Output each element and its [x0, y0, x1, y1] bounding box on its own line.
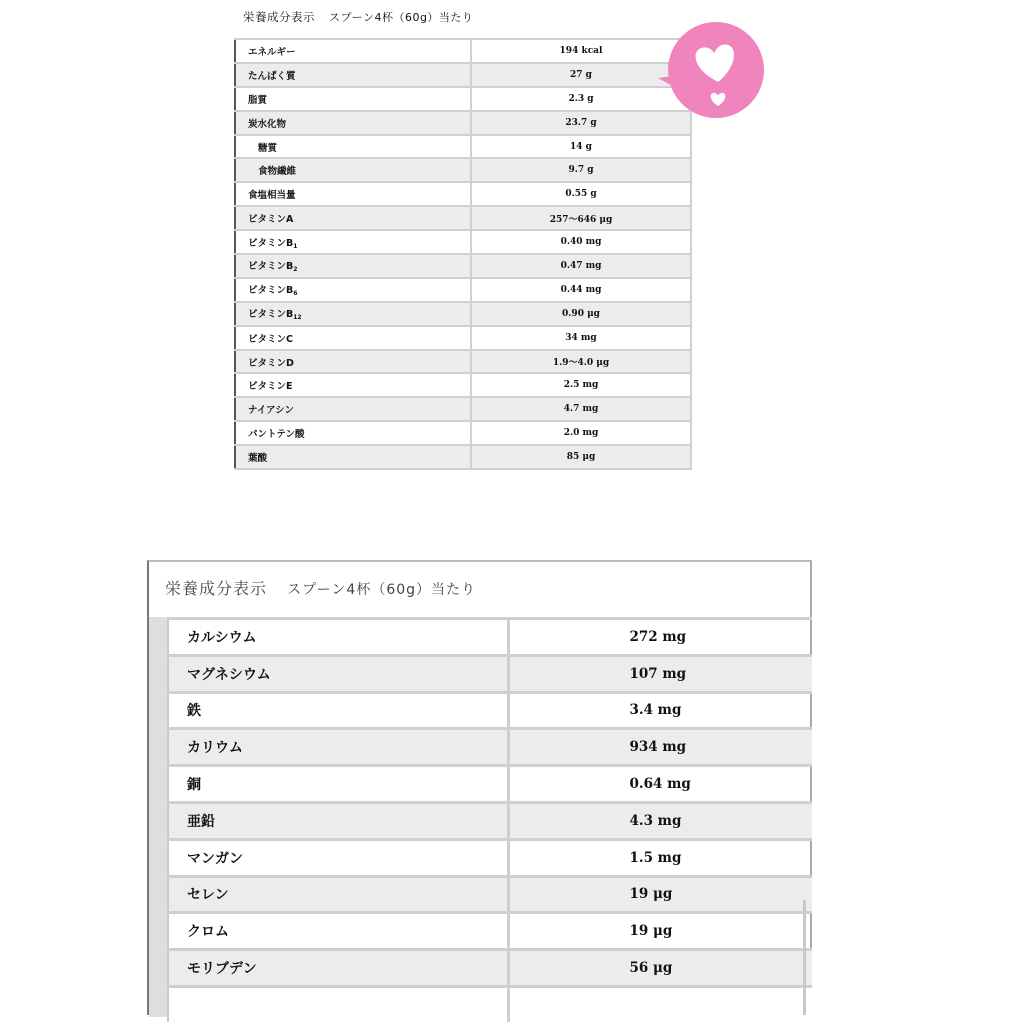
nutrient-value: 34 mg	[471, 326, 691, 350]
nutrient-value: 0.90 μg	[471, 302, 691, 326]
table-row	[168, 950, 812, 987]
nutrient-value: 194 kcal	[471, 39, 691, 63]
nutrient-label	[235, 206, 471, 230]
nutrient-value: 2.0 mg	[471, 421, 691, 445]
nutrient-name: 炭水化物	[248, 118, 287, 130]
nutrient-value: 2.3 g	[471, 87, 691, 111]
table-row	[168, 729, 812, 766]
nutrient-value: 0.55 g	[471, 182, 691, 206]
nutrient-label	[235, 230, 471, 254]
nutrient-name: ビタミンB	[248, 237, 294, 249]
nutrient-label	[235, 182, 471, 206]
top-title: 栄養成分表示	[243, 10, 315, 24]
mineral-label: マグネシウム	[168, 655, 508, 692]
nutrient-name: パントテン酸	[248, 429, 305, 441]
table-row	[235, 445, 691, 469]
nutrient-name: 脂質	[248, 94, 268, 106]
nutrient-value: 4.7 mg	[471, 397, 691, 421]
left-gutter	[149, 617, 167, 1017]
nutrient-name: たんぱく質	[248, 70, 296, 82]
table-row	[235, 206, 691, 230]
table-row	[235, 230, 691, 254]
bottom-panel-title	[165, 576, 476, 599]
top-panel-title	[243, 9, 473, 25]
table-row	[235, 421, 691, 445]
table-row	[235, 111, 691, 135]
table-row	[235, 326, 691, 350]
table-row	[168, 802, 812, 839]
mineral-value: 19 μg	[508, 913, 812, 950]
nutrient-label	[235, 326, 471, 350]
nutrient-label	[235, 421, 471, 445]
table-row	[168, 766, 812, 803]
nutrient-value: 14 g	[471, 135, 691, 159]
nutrient-name: 葉酸	[248, 453, 268, 465]
table-row	[235, 135, 691, 159]
mineral-value: 272 mg	[508, 619, 812, 656]
nutrient-label	[235, 87, 471, 111]
mineral-value: 107 mg	[508, 655, 812, 692]
nutrient-name: エネルギー	[248, 46, 296, 58]
nutrient-name: ビタミンB	[248, 285, 294, 297]
nutrient-name: ビタミンB	[248, 261, 294, 273]
nutrient-name: ビタミンB	[248, 309, 294, 321]
mineral-label: クロム	[168, 913, 508, 950]
nutrient-name: 糖質	[258, 142, 278, 154]
nutrient-name: ナイアシン	[248, 405, 294, 417]
mineral-label: カルシウム	[168, 619, 508, 656]
nutrient-value: 27 g	[471, 63, 691, 87]
nutrient-subscript: 2	[293, 266, 298, 274]
table-row	[235, 182, 691, 206]
nutrient-value: 23.7 g	[471, 111, 691, 135]
table-row	[168, 876, 812, 913]
table-row	[235, 278, 691, 302]
mineral-value: 56 μg	[508, 950, 812, 987]
scrollbar[interactable]	[803, 900, 806, 1015]
table-row	[235, 350, 691, 374]
nutrient-subscript: 12	[293, 314, 302, 322]
nutrient-value: 0.40 mg	[471, 230, 691, 254]
nutrient-value: 1.9〜4.0 μg	[471, 350, 691, 374]
top-subtitle: スプーン4杯（60g）当たり	[329, 11, 474, 24]
mineral-value: 0.64 mg	[508, 766, 812, 803]
mineral-value: 19 μg	[508, 876, 812, 913]
table-row	[168, 913, 812, 950]
nutrient-name: ビタミンE	[248, 381, 293, 393]
table-row	[235, 254, 691, 278]
bottom-panel	[147, 560, 812, 1015]
nutrient-label	[235, 397, 471, 421]
empty-row	[168, 986, 812, 1022]
top-nutrition-table	[234, 38, 692, 470]
table-row	[235, 302, 691, 326]
heart-speech-bubble-icon	[654, 20, 768, 122]
table-row	[235, 373, 691, 397]
mineral-label: 亜鉛	[168, 802, 508, 839]
nutrient-label	[235, 445, 471, 469]
table-row	[235, 87, 691, 111]
nutrient-label	[235, 278, 471, 302]
table-row	[168, 619, 812, 656]
nutrient-label	[235, 158, 471, 182]
table-row	[168, 692, 812, 729]
nutrient-label	[235, 63, 471, 87]
table-row	[235, 63, 691, 87]
bottom-title: 栄養成分表示	[165, 579, 268, 598]
nutrient-label	[235, 373, 471, 397]
nutrient-label	[235, 111, 471, 135]
nutrient-value: 0.47 mg	[471, 254, 691, 278]
nutrient-name: 食塩相当量	[248, 190, 296, 202]
nutrient-label	[235, 135, 471, 159]
nutrient-label	[235, 254, 471, 278]
bottom-nutrition-table	[167, 617, 812, 1022]
table-row	[168, 655, 812, 692]
nutrient-name: ビタミンD	[248, 357, 294, 369]
mineral-value: 3.4 mg	[508, 692, 812, 729]
nutrient-value: 0.44 mg	[471, 278, 691, 302]
mineral-label: カリウム	[168, 729, 508, 766]
table-row	[235, 397, 691, 421]
table-row	[235, 158, 691, 182]
bottom-subtitle: スプーン4杯（60g）当たり	[287, 582, 477, 598]
nutrient-label	[235, 39, 471, 63]
nutrient-name: ビタミンC	[248, 333, 293, 345]
mineral-label: 鉄	[168, 692, 508, 729]
mineral-label: 銅	[168, 766, 508, 803]
empty-cell	[508, 986, 812, 1022]
empty-cell	[168, 986, 508, 1022]
nutrient-subscript: 6	[293, 290, 298, 298]
nutrient-value: 2.5 mg	[471, 373, 691, 397]
nutrient-value: 257〜646 μg	[471, 206, 691, 230]
nutrient-label	[235, 302, 471, 326]
table-row	[235, 39, 691, 63]
mineral-value: 934 mg	[508, 729, 812, 766]
mineral-value: 1.5 mg	[508, 839, 812, 876]
nutrient-name: 食物繊維	[258, 166, 297, 178]
nutrient-value: 85 μg	[471, 445, 691, 469]
mineral-label: セレン	[168, 876, 508, 913]
nutrient-value: 9.7 g	[471, 158, 691, 182]
mineral-label: モリブデン	[168, 950, 508, 987]
mineral-label: マンガン	[168, 839, 508, 876]
nutrient-subscript: 1	[293, 242, 298, 250]
table-row	[168, 839, 812, 876]
nutrient-name: ビタミンA	[248, 214, 294, 226]
nutrient-label	[235, 350, 471, 374]
mineral-value: 4.3 mg	[508, 802, 812, 839]
